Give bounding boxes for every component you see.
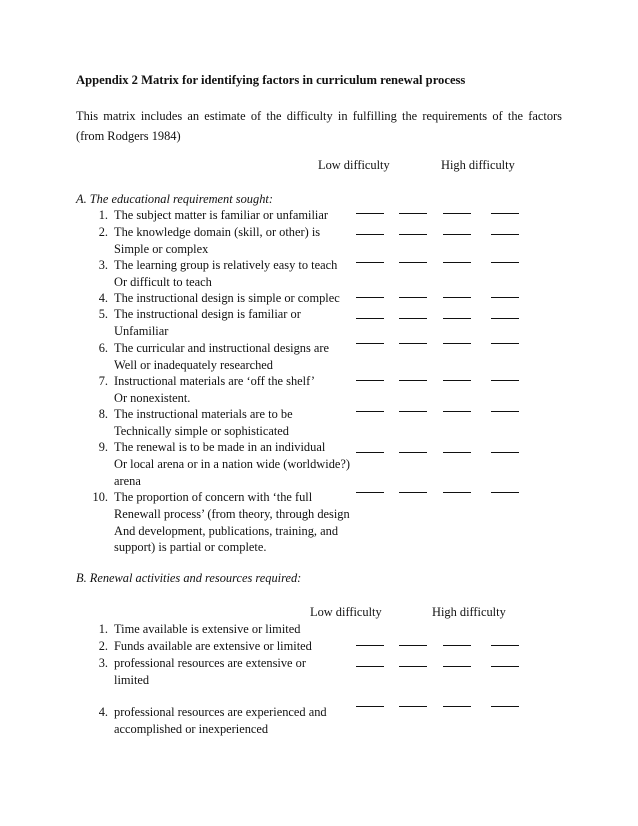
section-b-item-number: 3. <box>98 656 108 670</box>
rating-blank-2[interactable] <box>399 213 427 214</box>
section-a-item-text-line: Simple or complex <box>114 241 209 256</box>
rating-blank-3[interactable] <box>443 234 471 235</box>
section-a-item-text-line: The knowledge domain (skill, or other) is <box>114 225 321 239</box>
section-a-item-text-line: Or nonexistent. <box>114 390 191 405</box>
rating-blank-2[interactable] <box>399 262 427 263</box>
rating-blank-1[interactable] <box>356 262 384 263</box>
rating-blank-3[interactable] <box>443 645 471 646</box>
section-a-item-text-line: Or local arena or in a nation wide (worldwide?) <box>114 456 351 471</box>
section-a-rating-blanks <box>356 380 520 390</box>
rating-blank-3[interactable] <box>443 380 471 381</box>
rating-blank-2[interactable] <box>399 645 427 646</box>
section-a-item-text-line: Renewall process’ (from theory, through design <box>114 506 350 521</box>
rating-blank-4[interactable] <box>491 318 519 319</box>
rating-blank-3[interactable] <box>443 666 471 667</box>
section-a-item-number: 9. <box>98 440 108 454</box>
section-a-item-number: 1. <box>98 208 108 222</box>
section-b-item-text-line: Time available is extensive or limited <box>114 622 301 636</box>
section-a-rating-blanks <box>356 318 520 328</box>
section-a-rating-blanks <box>356 452 520 462</box>
rating-blank-1[interactable] <box>356 343 384 344</box>
section-a-item-text-line: The instructional materials are to be <box>114 407 293 421</box>
rating-blank-2[interactable] <box>399 452 427 453</box>
section-a-item-text-line: The renewal is to be made in an individual <box>114 440 326 454</box>
rating-blank-4[interactable] <box>491 213 519 214</box>
section-a-item-text-line: Technically simple or sophisticated <box>114 423 289 438</box>
rating-blank-1[interactable] <box>356 213 384 214</box>
rating-blank-1[interactable] <box>356 706 384 707</box>
rating-blank-3[interactable] <box>443 262 471 263</box>
rating-blank-1[interactable] <box>356 234 384 235</box>
section-b-item-number: 4. <box>98 705 108 719</box>
section-a-item-text-line: The instructional design is simple or complec <box>114 291 340 305</box>
rating-blank-4[interactable] <box>491 380 519 381</box>
rating-blank-4[interactable] <box>491 452 519 453</box>
section-a-rating-blanks <box>356 492 520 502</box>
rating-blank-3[interactable] <box>443 492 471 493</box>
rating-blank-3[interactable] <box>443 213 471 214</box>
rating-blank-1[interactable] <box>356 452 384 453</box>
section-b-item-text-line: professional resources are experienced and <box>114 705 327 719</box>
section-a-rating-blanks <box>356 234 520 244</box>
section-b-item-text-line: Funds available are extensive or limited <box>114 639 312 653</box>
section-a-item-text-line: The proportion of concern with ‘the full <box>114 490 313 504</box>
rating-blank-4[interactable] <box>491 706 519 707</box>
section-a-item-number: 3. <box>98 258 108 272</box>
section-a-item-text-line: arena <box>114 473 141 488</box>
rating-blank-2[interactable] <box>399 411 427 412</box>
rating-blank-4[interactable] <box>491 234 519 235</box>
rating-blank-1[interactable] <box>356 297 384 298</box>
section-a-item-number: 7. <box>98 374 108 388</box>
section-b-rating-blanks <box>356 666 520 676</box>
rating-blank-3[interactable] <box>443 343 471 344</box>
rating-blank-3[interactable] <box>443 452 471 453</box>
section-a-item-text-line: Or difficult to teach <box>114 274 212 289</box>
scale-high-label-b: High difficulty <box>432 605 506 619</box>
rating-blank-3[interactable] <box>443 297 471 298</box>
rating-blank-1[interactable] <box>356 411 384 412</box>
scale-low-label-a: Low difficulty <box>318 158 390 172</box>
section-a-rating-blanks <box>356 297 520 307</box>
rating-blank-1[interactable] <box>356 380 384 381</box>
section-b-item-text-line: limited <box>114 672 150 687</box>
rating-blank-2[interactable] <box>399 297 427 298</box>
section-a-rating-blanks <box>356 213 520 223</box>
rating-blank-2[interactable] <box>399 234 427 235</box>
section-a-item-number: 5. <box>98 307 108 321</box>
section-a-item-text-line: And development, publications, training, and <box>114 523 339 538</box>
section-a-rating-blanks <box>356 411 520 421</box>
rating-blank-1[interactable] <box>356 318 384 319</box>
section-b-rating-blanks <box>356 645 520 655</box>
rating-blank-4[interactable] <box>491 492 519 493</box>
section-a-item-text-line: Unfamiliar <box>114 323 169 338</box>
section-a-heading: A. The educational requirement sought: <box>76 192 273 206</box>
section-a-item-text-line: The subject matter is familiar or unfamiliar <box>114 208 329 222</box>
section-a-item-number: 4. <box>98 291 108 305</box>
section-b-item-number: 1. <box>98 622 108 636</box>
section-a-rating-blanks <box>356 343 520 353</box>
rating-blank-2[interactable] <box>399 492 427 493</box>
rating-blank-3[interactable] <box>443 706 471 707</box>
rating-blank-2[interactable] <box>399 380 427 381</box>
rating-blank-4[interactable] <box>491 297 519 298</box>
scale-low-label-b: Low difficulty <box>310 605 382 619</box>
section-a-item-text-line: Well or inadequately researched <box>114 357 273 372</box>
rating-blank-4[interactable] <box>491 666 519 667</box>
rating-blank-4[interactable] <box>491 411 519 412</box>
section-b-item-number: 2. <box>98 639 108 653</box>
rating-blank-1[interactable] <box>356 492 384 493</box>
section-a-item-text-line: The instructional design is familiar or <box>114 307 301 321</box>
document-title: Appendix 2 Matrix for identifying factors in curriculum renewal process <box>76 73 466 87</box>
rating-blank-4[interactable] <box>491 343 519 344</box>
section-b-item-text-line: accomplished or inexperienced <box>114 721 269 736</box>
rating-blank-3[interactable] <box>443 318 471 319</box>
rating-blank-3[interactable] <box>443 411 471 412</box>
rating-blank-2[interactable] <box>399 343 427 344</box>
section-a-item-text-line: Instructional materials are ‘off the shelf’ <box>114 374 316 388</box>
intro-paragraph: This matrix includes an estimate of the difficulty in fulfilling the requirements of the factors (from Rodgers 1984) <box>76 109 562 143</box>
rating-blank-2[interactable] <box>399 666 427 667</box>
section-a-item-text-line: The learning group is relatively easy to teach <box>114 258 338 272</box>
rating-blank-2[interactable] <box>399 318 427 319</box>
rating-blank-1[interactable] <box>356 645 384 646</box>
rating-blank-4[interactable] <box>491 645 519 646</box>
rating-blank-2[interactable] <box>399 706 427 707</box>
rating-blank-1[interactable] <box>356 666 384 667</box>
section-a-item-text-line: The curricular and instructional designs are <box>114 341 330 355</box>
section-a-rating-blanks <box>356 262 520 272</box>
section-b-heading: B. Renewal activities and resources required: <box>76 571 302 585</box>
section-a-item-text-line: support) is partial or complete. <box>114 540 267 555</box>
section-b-item-text-line: professional resources are extensive or <box>114 656 306 670</box>
section-a-item-number: 8. <box>98 407 108 421</box>
rating-blank-4[interactable] <box>491 262 519 263</box>
section-a-item-number: 6. <box>98 341 108 355</box>
scale-high-label-a: High difficulty <box>441 158 515 172</box>
section-b-rating-blanks <box>356 706 520 716</box>
section-a-item-number: 10. <box>92 490 108 504</box>
section-a-item-number: 2. <box>98 225 108 239</box>
